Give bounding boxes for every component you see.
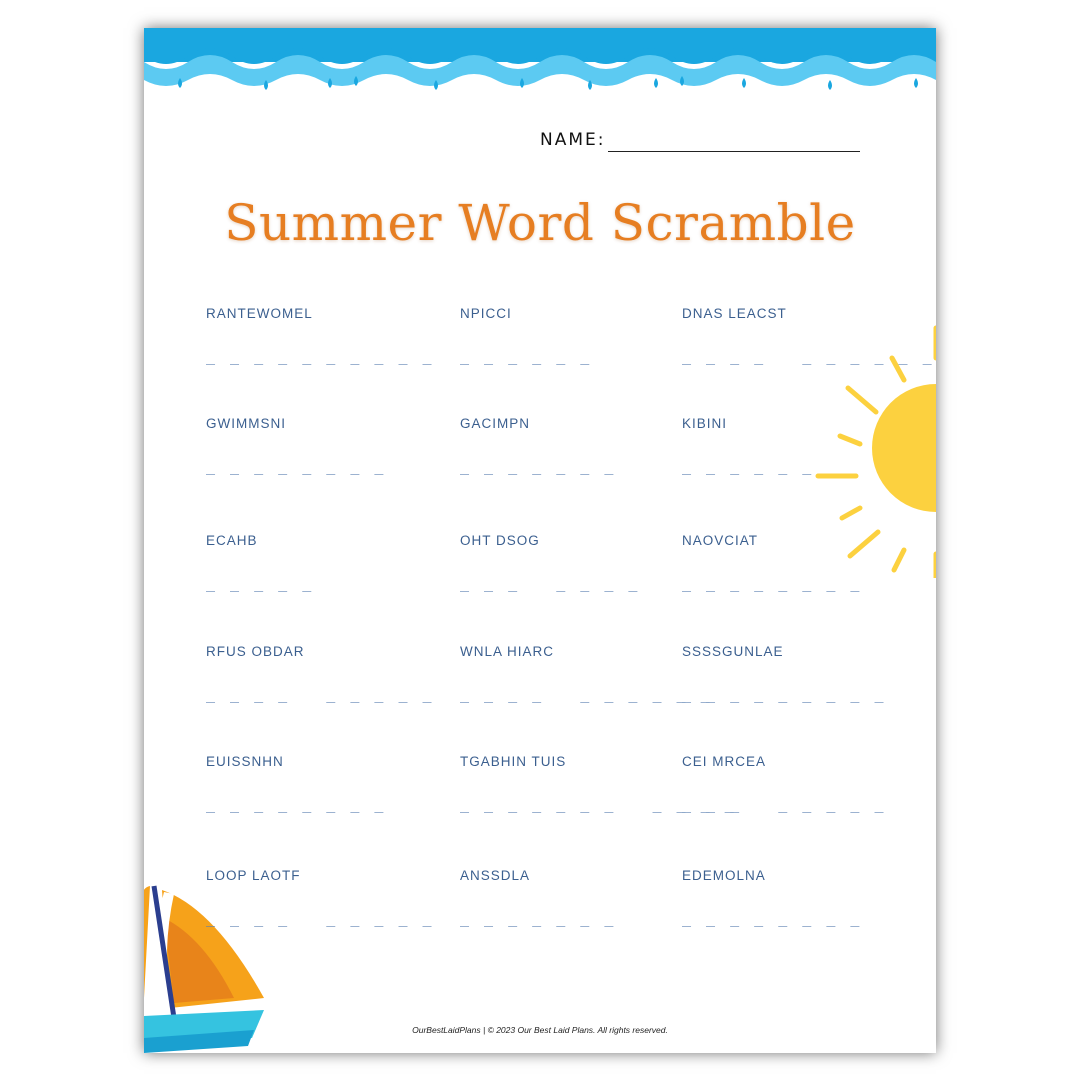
answer-blanks[interactable]: _ _ _ _ _ _ _ _ _ — [206, 685, 435, 703]
word-entry — [682, 754, 887, 813]
word-entry — [206, 533, 314, 592]
word-entry — [682, 644, 887, 703]
scrambled-word: CEI MRCEA — [682, 754, 767, 769]
scrambled-word: WNLA HIARC — [460, 644, 555, 659]
answer-blanks[interactable]: _ _ _ _ _ _ _ _ _ — [206, 909, 435, 927]
scrambled-word: OHT DSOG — [460, 533, 540, 548]
scrambled-word: TGABHIN TUIS — [460, 754, 567, 769]
answer-blanks[interactable]: _ _ _ _ _ _ _ _ — [206, 457, 387, 475]
scrambled-word: EDEMOLNA — [682, 868, 766, 883]
word-scramble-grid — [144, 28, 936, 1053]
scrambled-word: NAOVCIAT — [682, 533, 759, 548]
answer-blanks[interactable]: _ _ _ _ _ _ _ — [460, 574, 641, 592]
scrambled-word: ANSSDLA — [460, 868, 531, 883]
answer-blanks[interactable]: _ _ _ _ _ _ _ — [460, 909, 617, 927]
scrambled-word: ECAHB — [206, 533, 258, 548]
answer-blanks[interactable]: _ _ _ _ _ _ — [460, 347, 593, 365]
word-entry — [682, 306, 935, 365]
answer-blanks[interactable]: _ _ _ _ _ _ _ _ _ _ — [206, 347, 435, 365]
name-label: NAME: — [540, 130, 606, 150]
answer-blanks[interactable]: _ _ _ _ _ _ _ _ — [682, 574, 863, 592]
scrambled-word: NPICCI — [460, 306, 512, 321]
scrambled-word: LOOP LAOTF — [206, 868, 301, 883]
scrambled-word: RANTEWOMEL — [206, 306, 313, 321]
word-entry — [206, 416, 386, 475]
word-entry — [682, 416, 814, 475]
scrambled-word: DNAS LEACST — [682, 306, 787, 321]
worksheet-page — [144, 28, 936, 1053]
answer-blanks[interactable]: _ _ _ _ _ _ _ _ — [682, 795, 887, 813]
answer-blanks[interactable]: _ _ _ _ _ _ _ _ _ _ _ — [460, 795, 737, 813]
answer-blanks[interactable]: _ _ _ _ _ _ _ — [460, 457, 617, 475]
word-entry — [206, 754, 386, 813]
footer-copyright: OurBestLaidPlans | © 2023 Our Best Laid Plans. All rights reserved. — [412, 1025, 668, 1035]
word-entry — [682, 533, 862, 592]
scrambled-word: GWIMMSNI — [206, 416, 286, 431]
word-entry — [206, 868, 435, 927]
page-title: Summer Word Scramble — [224, 194, 856, 252]
word-entry — [460, 416, 616, 475]
word-entry — [460, 533, 640, 592]
scrambled-word: KIBINI — [682, 416, 728, 431]
scrambled-word: GACIMPN — [460, 416, 531, 431]
answer-blanks[interactable]: _ _ _ _ _ _ _ _ _ — [682, 685, 887, 703]
answer-blanks[interactable]: _ _ _ _ _ _ _ _ — [682, 909, 863, 927]
word-entry — [460, 306, 592, 365]
scrambled-word: EUISSNHN — [206, 754, 284, 769]
answer-blanks[interactable]: _ _ _ _ _ _ _ _ _ _ — [460, 685, 713, 703]
answer-blanks[interactable]: _ _ _ _ _ _ _ _ — [206, 795, 387, 813]
word-entry — [460, 868, 616, 927]
answer-blanks[interactable]: _ _ _ _ _ _ _ _ _ _ — [682, 347, 935, 365]
answer-blanks[interactable]: _ _ _ _ _ _ — [682, 457, 815, 475]
answer-blanks[interactable]: _ _ _ _ _ — [206, 574, 315, 592]
word-entry — [460, 644, 713, 703]
scrambled-word: SSSSGUNLAE — [682, 644, 784, 659]
word-entry — [206, 306, 435, 365]
word-entry — [682, 868, 862, 927]
scrambled-word: RFUS OBDAR — [206, 644, 305, 659]
word-entry — [206, 644, 435, 703]
